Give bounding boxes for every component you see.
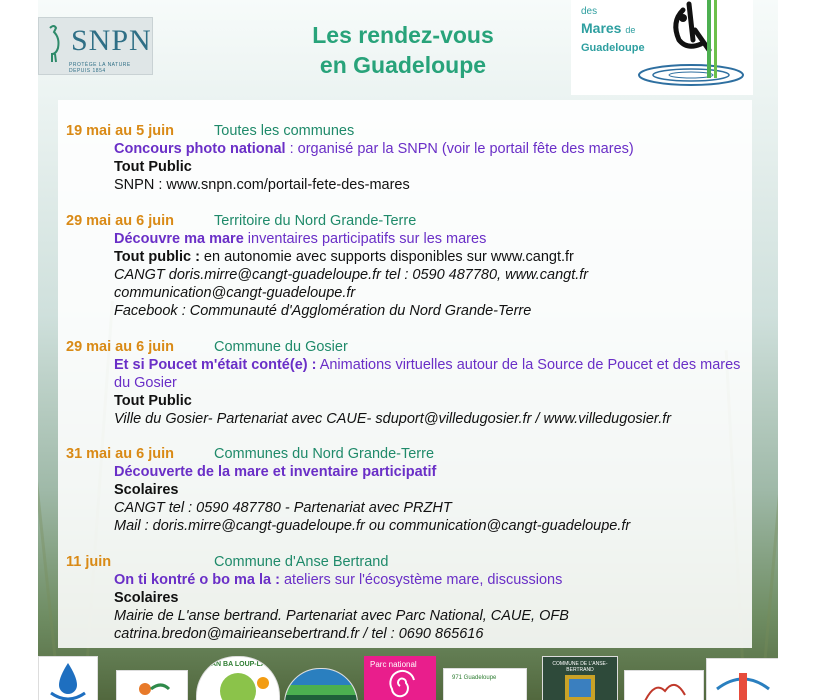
- event-detail: CANGT tel : 0590 487780 - Partenariat avec PRZHT: [114, 500, 452, 516]
- event-title: Concours photo national: [114, 141, 286, 157]
- mares-logo-des: des: [581, 6, 598, 17]
- event-date: 19 mai au 5 juin: [66, 123, 174, 139]
- snpn-logo-text: SNPN: [71, 24, 152, 57]
- event-detail: CANGT doris.mirre@cangt-guadeloupe.fr tel : 0590 487780, www.cangt.fr: [114, 267, 589, 283]
- event-location: Territoire du Nord Grande-Terre: [214, 213, 417, 229]
- event-audience: Scolaires: [114, 482, 179, 498]
- event-description: inventaires participatifs sur les mares: [243, 231, 487, 247]
- event-detail: communication@cangt-guadeloupe.fr: [114, 285, 356, 301]
- event-title-line: [114, 230, 744, 248]
- event-location: Commune d'Anse Bertrand: [214, 554, 389, 570]
- event-title-line: [114, 463, 744, 481]
- partner-logo: [116, 670, 188, 700]
- event-date: 11 juin: [66, 554, 112, 570]
- event-date: 29 mai au 6 juin: [66, 339, 174, 355]
- event-detail: SNPN : www.snpn.com/portail-fete-des-mares: [114, 177, 410, 193]
- lighthouse-logo: [706, 658, 778, 700]
- mares-logo-guadeloupe: Guadeloupe: [581, 42, 645, 54]
- loup-la-text: AN BA LOUP-LA: [211, 661, 266, 668]
- event-audience: Tout Public: [114, 159, 192, 175]
- event-title: Et si Poucet m'était conté(e) :: [114, 357, 317, 373]
- guadeloupe-971-logo: [443, 668, 527, 700]
- page-title: [293, 20, 513, 80]
- event-date: 31 mai au 6 juin: [66, 446, 174, 462]
- heron-icon: [44, 24, 68, 64]
- map-icon: [625, 671, 703, 700]
- header: [38, 0, 778, 100]
- event-audience-rest: en autonomie avec supports disponibles sur www.cangt.fr: [199, 249, 574, 265]
- event-title: Découvre ma mare: [114, 231, 244, 247]
- fete-des-mares-logo: [571, 0, 753, 95]
- lighthouse-icon: [707, 659, 778, 700]
- event-detail: Mail : doris.mirre@cangt-guadeloupe.fr ou communication@cangt-guadeloupe.fr: [114, 518, 631, 534]
- commune-anse-text: COMMUNE DE L'ANSE-BERTRAND: [552, 661, 608, 673]
- reed-decoration: [760, 202, 778, 700]
- event-audience: Tout Public: [114, 393, 192, 409]
- title-line-1: Les rendez-vous: [312, 22, 494, 48]
- event-location: Communes du Nord Grande-Terre: [214, 446, 435, 462]
- event-title-line: [114, 571, 744, 589]
- bird-icon: [117, 671, 187, 700]
- event-detail: Facebook : Communauté d'Agglomération du Nord Grande-Terre: [114, 303, 532, 319]
- event-audience-line: [114, 248, 744, 266]
- poster: [38, 0, 778, 700]
- event-detail: Ville du Gosier- Partenariat avec CAUE- sduport@villedugosier.fr / www.villedugosier.fr: [114, 411, 672, 427]
- snpn-logo-subtitle: PROTÈGE LA NATURE DEPUIS 1854: [69, 62, 131, 74]
- parc-national-logo: [364, 656, 436, 700]
- event-title-line: [114, 356, 744, 392]
- event-title: On ti kontré o bo ma la :: [114, 572, 280, 588]
- water-drop-icon: [39, 657, 97, 700]
- event-audience: Scolaires: [114, 590, 179, 606]
- event-description: : organisé par la SNPN (voir le portail fête des mares): [285, 141, 634, 157]
- landscape-logo: [284, 668, 358, 700]
- guadeloupe-971-text: 971 Guadeloupe: [452, 675, 497, 681]
- event-detail: Mairie de L'anse bertrand. Partenariat avec Parc National, CAUE, OFB: [114, 608, 569, 624]
- event-date: 29 mai au 6 juin: [66, 213, 174, 229]
- event-detail: catrina.bredon@mairieansebertrand.fr / tel : 0690 865616: [114, 626, 484, 642]
- parc-national-text: Parc national: [370, 660, 417, 669]
- mares-logo-mares: Mares de: [581, 20, 636, 36]
- event-description: Animations virtuelles autour de la Source de Poucet et des mares du Gosier: [114, 357, 741, 391]
- landscape-icon: [285, 669, 357, 700]
- event-title-line: [114, 140, 744, 158]
- events-panel: [58, 100, 752, 648]
- event-description: ateliers sur l'écosystème mare, discussions: [279, 572, 563, 588]
- snpn-logo: [38, 17, 153, 75]
- event-location: Commune du Gosier: [214, 339, 348, 355]
- water-drop-logo: [38, 656, 98, 700]
- map-logo: [624, 670, 704, 700]
- event-audience: Tout public :: [114, 249, 200, 265]
- event-location: Toutes les communes: [214, 123, 355, 139]
- loup-la-logo: [196, 656, 280, 700]
- title-line-2: en Guadeloupe: [319, 52, 487, 78]
- event-title: Découverte de la mare et inventaire participatif: [114, 464, 437, 480]
- commune-anse-bertrand-logo: [542, 656, 618, 700]
- partner-logos: [38, 650, 778, 700]
